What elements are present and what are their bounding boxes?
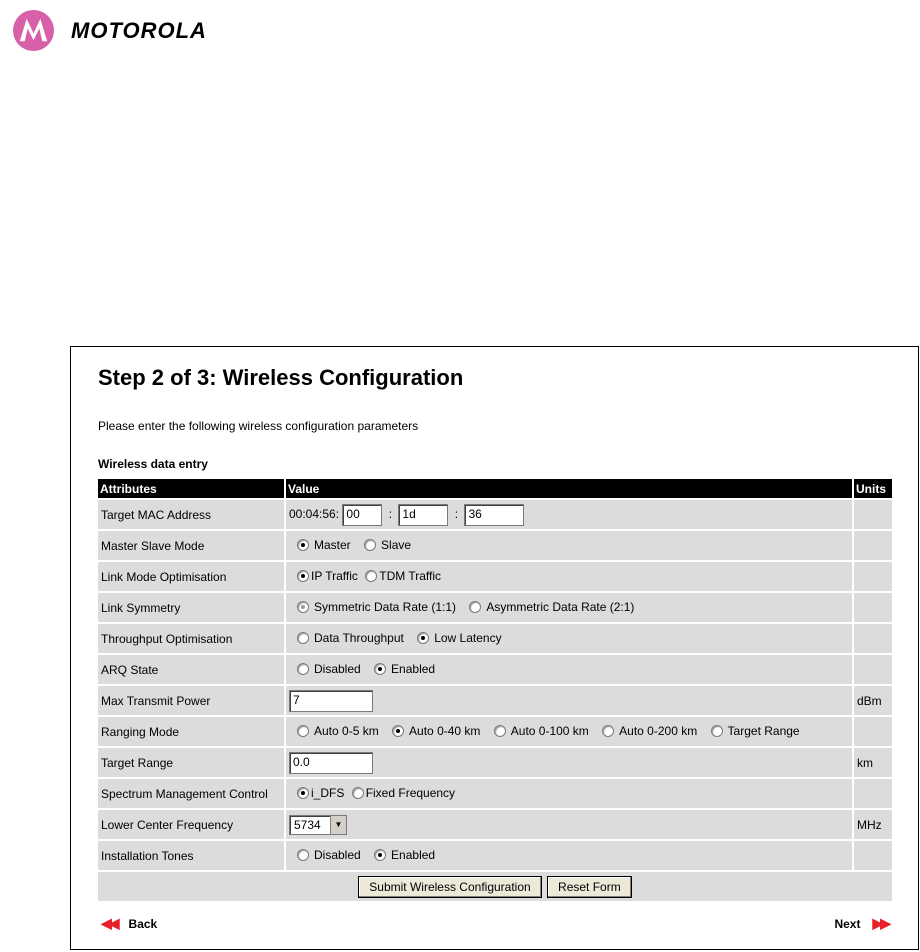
ranging-auto-40-label: Auto 0-40 km: [409, 723, 481, 738]
ranging-auto-40-option[interactable]: [392, 724, 480, 738]
low-latency-label: Low Latency: [434, 630, 502, 645]
arq-disabled-option[interactable]: [297, 662, 361, 676]
link-symmetry-units: [854, 593, 892, 622]
table-row: [98, 717, 892, 746]
target-range-value: [286, 748, 852, 777]
idfs-label: i_DFS: [311, 785, 345, 800]
fixed-frequency-radio[interactable]: [352, 787, 364, 799]
wireless-config-table: [96, 477, 894, 903]
header-units: Units: [854, 479, 892, 498]
low-latency-radio[interactable]: [417, 632, 429, 644]
mac-separator: :: [454, 506, 459, 521]
slave-radio[interactable]: [364, 539, 376, 551]
ranging-target-label: Target Range: [727, 723, 800, 738]
table-row: [98, 500, 892, 529]
lower-center-frequency-selected: 5734: [294, 817, 321, 832]
motorola-batwing-icon: [12, 9, 55, 52]
header-value: Value: [286, 479, 852, 498]
installation-tones-label: Installation Tones: [98, 841, 284, 870]
mac-prefix: 00:04:56:: [289, 506, 340, 521]
table-row: [98, 841, 892, 870]
master-slave-units: [854, 531, 892, 560]
next-link[interactable]: [834, 915, 888, 932]
ranging-auto-200-radio[interactable]: [602, 725, 614, 737]
next-arrow-icon: ▶▶: [872, 915, 888, 931]
table-row: [98, 624, 892, 653]
master-option[interactable]: [297, 538, 351, 552]
master-slave-label: Master Slave Mode: [98, 531, 284, 560]
installation-tones-value: [286, 841, 852, 870]
asymmetric-label: Asymmetric Data Rate (2:1): [486, 599, 635, 614]
arq-enabled-label: Enabled: [391, 661, 436, 676]
table-row: [98, 562, 892, 591]
table-row: [98, 810, 892, 839]
ranging-auto-200-option[interactable]: [602, 724, 697, 738]
arq-enabled-option[interactable]: [374, 662, 435, 676]
ranging-auto-5-option[interactable]: [297, 724, 379, 738]
table-row: [98, 593, 892, 622]
fixed-frequency-label: Fixed Frequency: [365, 785, 456, 800]
table-row: [98, 748, 892, 777]
tones-disabled-radio[interactable]: [297, 849, 309, 861]
table-row: [98, 686, 892, 715]
ranging-auto-200-label: Auto 0-200 km: [619, 723, 698, 738]
target-mac-units: [854, 500, 892, 529]
submit-wireless-configuration-button[interactable]: Submit Wireless Configuration: [358, 876, 541, 898]
asymmetric-radio: [469, 601, 481, 613]
ip-traffic-option[interactable]: [297, 569, 358, 583]
ranging-target-radio[interactable]: [711, 725, 723, 737]
table-row: [98, 655, 892, 684]
ip-traffic-label: IP Traffic: [311, 568, 358, 583]
tones-disabled-label: Disabled: [314, 847, 361, 862]
max-transmit-power-input[interactable]: 7: [289, 690, 373, 712]
ranging-mode-units: [854, 717, 892, 746]
symmetric-radio: [297, 601, 309, 613]
tones-enabled-option[interactable]: [374, 848, 435, 862]
max-transmit-power-units: dBm: [854, 686, 892, 715]
link-mode-units: [854, 562, 892, 591]
symmetric-option: [297, 600, 456, 614]
tdm-traffic-option[interactable]: [365, 569, 441, 583]
back-arrow-icon: ◀◀: [101, 915, 117, 931]
lower-center-frequency-select[interactable]: [289, 815, 347, 835]
table-header-row: [98, 479, 892, 498]
ip-traffic-radio[interactable]: [297, 570, 309, 582]
max-transmit-power-value: [286, 686, 852, 715]
table-row: [98, 779, 892, 808]
low-latency-option[interactable]: [417, 631, 501, 645]
master-radio[interactable]: [297, 539, 309, 551]
table-row: [98, 531, 892, 560]
slave-option[interactable]: [364, 538, 411, 552]
intro-text: Please enter the following wireless configuration parameters: [98, 419, 419, 433]
arq-disabled-label: Disabled: [314, 661, 361, 676]
master-label: Master: [314, 537, 351, 552]
tdm-traffic-label: TDM Traffic: [379, 568, 442, 583]
lower-center-frequency-label: Lower Center Frequency: [98, 810, 284, 839]
arq-state-label: ARQ State: [98, 655, 284, 684]
data-throughput-label: Data Throughput: [314, 630, 404, 645]
data-throughput-radio[interactable]: [297, 632, 309, 644]
spectrum-management-units: [854, 779, 892, 808]
chevron-down-icon[interactable]: ▼: [330, 816, 346, 834]
header-attributes: Attributes: [98, 479, 284, 498]
ranging-mode-label: Ranging Mode: [98, 717, 284, 746]
master-slave-value: [286, 531, 852, 560]
spectrum-management-label: Spectrum Management Control: [98, 779, 284, 808]
symmetric-label: Symmetric Data Rate (1:1): [314, 599, 457, 614]
link-mode-value: [286, 562, 852, 591]
form-button-cell: [98, 872, 892, 901]
wireless-config-panel: [70, 346, 919, 950]
next-label: Next: [834, 916, 861, 931]
throughput-units: [854, 624, 892, 653]
arq-state-value: [286, 655, 852, 684]
link-symmetry-value: [286, 593, 852, 622]
arq-state-units: [854, 655, 892, 684]
lower-center-frequency-value: [286, 810, 852, 839]
back-label: Back: [128, 916, 158, 931]
brand-name: MOTOROLA: [71, 17, 207, 43]
arq-disabled-radio[interactable]: [297, 663, 309, 675]
tdm-traffic-radio[interactable]: [365, 570, 377, 582]
ranging-auto-100-radio[interactable]: [494, 725, 506, 737]
back-link[interactable]: [101, 915, 157, 932]
link-symmetry-label: Link Symmetry: [98, 593, 284, 622]
mac-separator: :: [388, 506, 393, 521]
installation-tones-units: [854, 841, 892, 870]
mac-octet-3-input[interactable]: 36: [464, 504, 524, 526]
ranging-auto-5-label: Auto 0-5 km: [314, 723, 379, 738]
ranging-auto-40-radio[interactable]: [392, 725, 404, 737]
link-mode-label: Link Mode Optimisation: [98, 562, 284, 591]
fixed-frequency-option[interactable]: [352, 786, 455, 800]
ranging-auto-100-label: Auto 0-100 km: [510, 723, 589, 738]
tones-disabled-option[interactable]: [297, 848, 361, 862]
mac-octet-2-input[interactable]: 1d: [398, 504, 448, 526]
section-label: Wireless data entry: [98, 457, 208, 471]
target-range-units: km: [854, 748, 892, 777]
ranging-mode-value: [286, 717, 852, 746]
mac-octet-1-input[interactable]: 00: [342, 504, 382, 526]
ranging-auto-5-radio[interactable]: [297, 725, 309, 737]
slave-label: Slave: [381, 537, 412, 552]
data-throughput-option[interactable]: [297, 631, 404, 645]
idfs-radio[interactable]: [297, 787, 309, 799]
idfs-option[interactable]: [297, 786, 344, 800]
spectrum-management-value: [286, 779, 852, 808]
target-mac-value: [286, 500, 852, 529]
target-mac-label: Target MAC Address: [98, 500, 284, 529]
max-transmit-power-label: Max Transmit Power: [98, 686, 284, 715]
ranging-target-option[interactable]: [711, 724, 800, 738]
arq-enabled-radio[interactable]: [374, 663, 386, 675]
throughput-label: Throughput Optimisation: [98, 624, 284, 653]
form-button-row: [98, 872, 892, 901]
lower-center-frequency-units: MHz: [854, 810, 892, 839]
target-range-input[interactable]: 0.0: [289, 752, 373, 774]
ranging-auto-100-option[interactable]: [494, 724, 589, 738]
reset-form-button[interactable]: Reset Form: [547, 876, 632, 898]
tones-enabled-label: Enabled: [391, 847, 436, 862]
tones-enabled-radio[interactable]: [374, 849, 386, 861]
asymmetric-option: [469, 600, 634, 614]
page-title: Step 2 of 3: Wireless Configuration: [98, 365, 464, 390]
throughput-value: [286, 624, 852, 653]
motorola-logo: [12, 9, 207, 52]
target-range-label: Target Range: [98, 748, 284, 777]
